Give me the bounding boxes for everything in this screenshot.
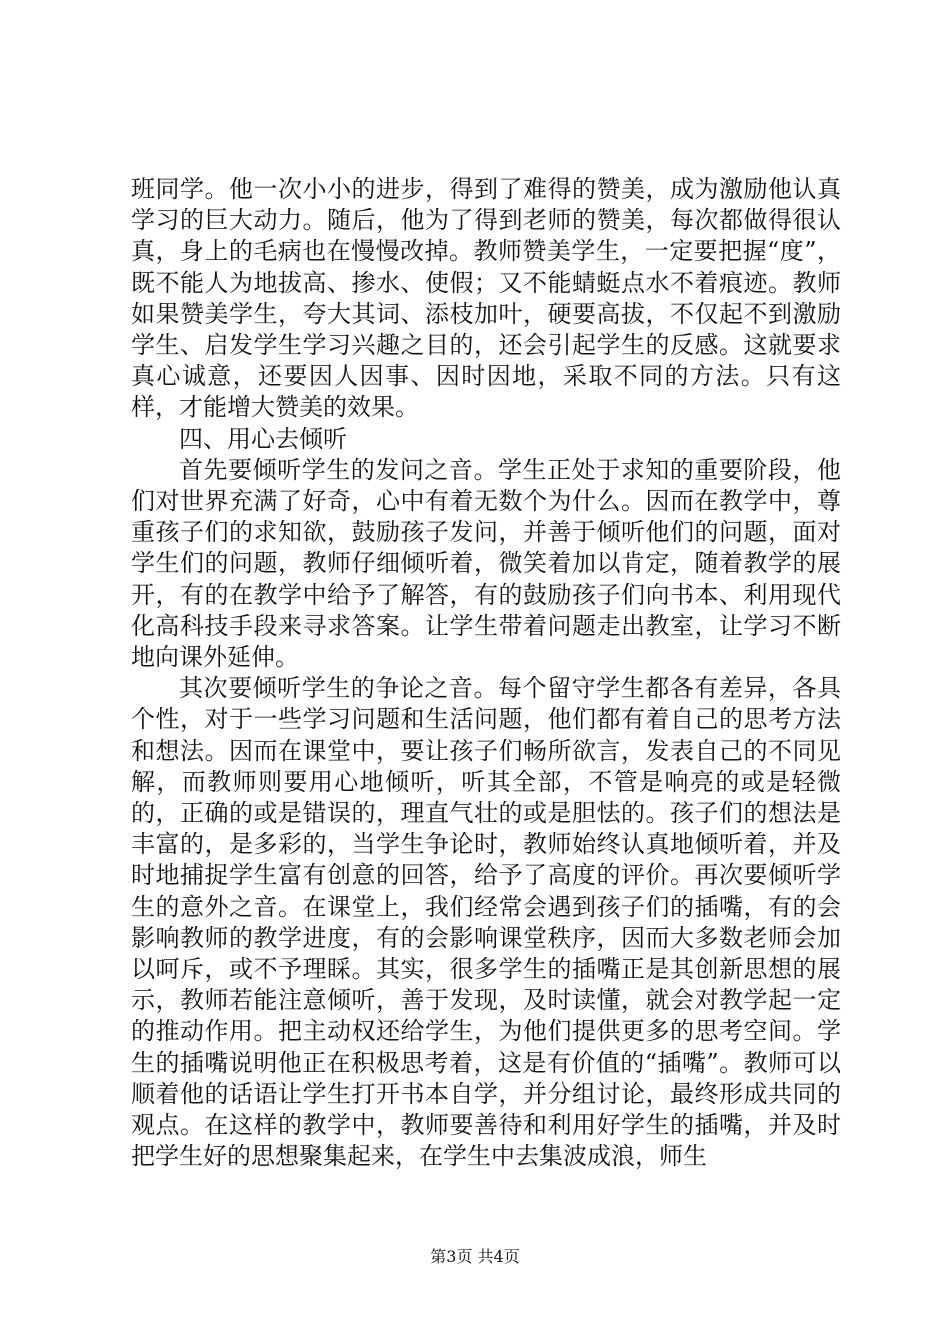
paragraph-listening-debate: 其次要倾听学生的争论之音。每个留守学生都各有差异，各具个性，对于一些学习问题和生活问题，他们都有着自己的思考方法和想法。因而在课堂中，要让孩子们畅所欲言，发表自己的不同见解，而教师则要用心地倾听，听其全部，不管是响亮的或是轻微的，正确的或是错误的，理直气壮的或是胆怯的。孩子们的想法是丰富的，是多彩的，当学生争论时，教师始终认真地倾听着，并及时地捕捉学生富有创意的回答，给予了高度的评价。再次要倾听学生的意外之音。在课堂上，我们经常会遇到孩子们的插嘴，有的会影响教师的教学进度，有的会影响课堂秩序，因而大多数老师会加以呵斥，或不予理睬。其实，很多学生的插嘴正是其创新思想的展示，教师若能注意倾听，善于发现，及时读懂，就会对教学起一定的推动作用。把主动权还给学生，为他们提供更多的思考空间。学生的插嘴说明他正在积极思考着，这是有价值的“插嘴”。教师可以顺着他的话语让学生打开书本自学，并分组讨论，最终形成共同的观点。在这样的教学中，教师要善待和利用好学生的插嘴，并及时把学生好的思想聚集起来，在学生中去集波成浪，师生 <box>131 674 841 1171</box>
page-footer: 第3页 共4页 <box>430 1247 520 1266</box>
paragraph-continuation: 班同学。他一次小小的进步，得到了难得的赞美，成为激励他认真学习的巨大动力。随后，他为了得到老师的赞美，每次都做得很认真，身上的毛病也在慢慢改掉。教师赞美学生，一定要把握“度”，既不能人为地拔高、掺水、使假；又不能蜻蜓点水不着痕迹。教师如果赞美学生，夸大其词、添枝加叶，硬要高拔，不仅起不到激励学生、启发学生学习兴趣之目的，还会引起学生的反感。这就要求真心诚意，还要因人因事、因时因地，采取不同的方法。只有这样，才能增大赞美的效果。 <box>131 175 841 422</box>
section-heading: 四、用心去倾听 <box>179 424 347 453</box>
paragraph-listening-questions: 首先要倾听学生的发问之音。学生正处于求知的重要阶段，他们对世界充满了好奇，心中有着无数个为什么。因而在教学中，尊重孩子们的求知欲，鼓励孩子发问，并善于倾听他们的问题，面对学生们的问题，教师仔细倾听着，微笑着加以肯定，随着教学的展开，有的在教学中给予了解答，有的鼓励孩子们向书本、利用现代化高科技手段来寻求答案。让学生带着问题走出教室，让学习不断地向课外延伸。 <box>131 455 841 672</box>
document-body <box>131 174 841 1173</box>
